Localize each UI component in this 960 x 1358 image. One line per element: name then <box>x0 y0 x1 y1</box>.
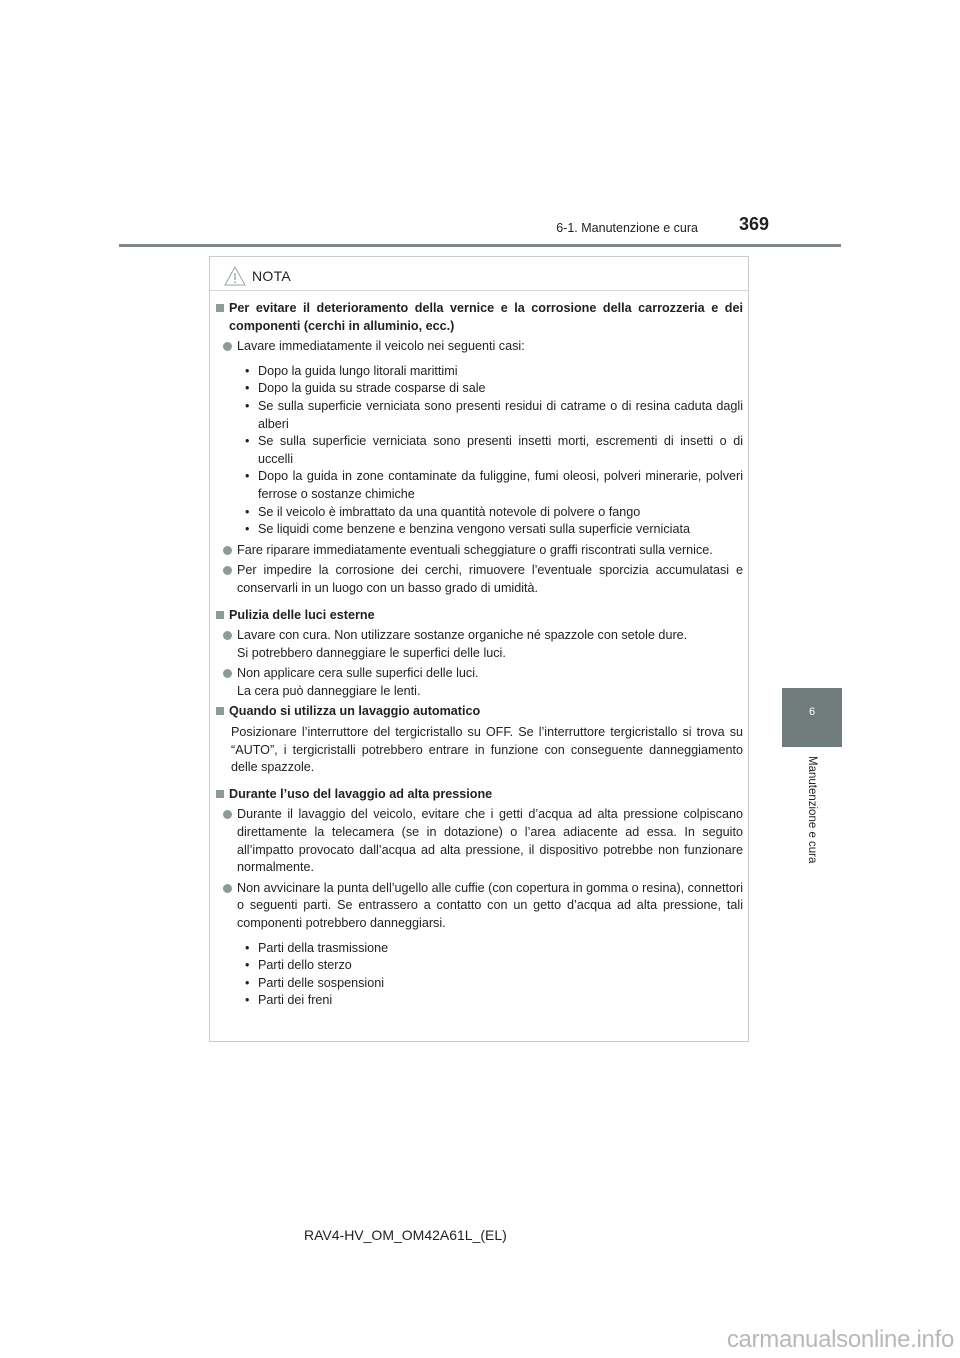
sub-list-item: • Se liquidi come benzene e benzina vengono versati sulla superficie verniciata <box>245 522 690 537</box>
section-header: 6-1. Manutenzione e cura <box>556 221 698 235</box>
sub-list-item: • Parti dei freni <box>245 993 333 1008</box>
note-box <box>209 256 749 1042</box>
sub-list-item: • Se sulla superficie verniciata sono presenti insetti morti, escrementi di insetti o di uccelli <box>245 434 743 466</box>
list-item <box>223 542 743 560</box>
list-item-text: Per impedire la corrosione dei cerchi, rimuovere l’eventuale sporcizia accumulatasi e conservarli in un luogo con un basso grado di umidità. <box>237 563 743 595</box>
chapter-number: 6 <box>808 706 816 718</box>
square-bullet-icon <box>216 707 224 715</box>
document-code: RAV4-HV_OM_OM42A61L_(EL) <box>304 1227 507 1243</box>
circle-bullet-icon <box>223 342 232 351</box>
square-bullet-icon <box>216 304 224 312</box>
list-item-text: Non avvicinare la punta dell’ugello alle cuffie (con copertura in gomma o resina), connettori o seguenti parti. Se entrassero a contatto con un getto d’acqua ad alta pressione, tali componenti potrebbero danneggiarsi. <box>237 880 743 930</box>
list-item-text: Durante il lavaggio del veicolo, evitare che i getti d’acqua ad alta pressione colpiscano direttamente la telecamera (se in dotazione) o l’area adiacente ad essa. In seguito all’impatto provocato dall’acqua ad alta pressione, il dispositivo potrebbe non funzionare normalmente. <box>237 807 743 875</box>
list-item <box>223 880 743 933</box>
section-paragraph: Posizionare l’interruttore del tergicristallo su OFF. Se l’interruttore tergicristallo si trova su “AUTO”, i tergicristalli potrebbero entrare in funzione con conseguente danneggiamento delle spazzole. <box>231 725 743 775</box>
list-item <box>223 562 743 597</box>
sub-list-item: • Dopo la guida su strade cosparse di sale <box>245 381 486 396</box>
list-item <box>223 627 743 662</box>
circle-bullet-icon <box>223 669 232 678</box>
list-item-text: Lavare immediatamente il veicolo nei seguenti casi: <box>237 339 525 354</box>
section-heading <box>216 300 743 335</box>
list-item-text: Lavare con cura. Non utilizzare sostanze organiche né spazzole con setole dure. Si potrebbero danneggiare le superfici delle luci. <box>237 628 688 660</box>
sub-list-item: • Parti dello sterzo <box>245 958 352 973</box>
note-title: NOTA <box>252 268 292 284</box>
list-item <box>223 665 743 700</box>
sub-list-item: • Parti della trasmissione <box>245 940 389 955</box>
sub-list-item: • Se il veicolo è imbrattato da una quantità notevole di polvere o fango <box>245 504 641 519</box>
sub-list <box>245 363 743 539</box>
list-item <box>223 806 743 876</box>
square-bullet-icon <box>216 611 224 619</box>
note-header <box>224 263 291 289</box>
chapter-label: Manutenzione e cura <box>806 756 818 864</box>
circle-bullet-icon <box>223 546 232 555</box>
section-heading-text: Per evitare il deterioramento della vernice e la corrosione della carrozzeria e dei componenti (cerchi in alluminio, ecc.) <box>229 301 743 333</box>
circle-bullet-icon <box>223 884 232 893</box>
list-item <box>223 338 743 356</box>
sub-list-item: • Parti delle sospensioni <box>245 975 385 990</box>
list-item-text: Non applicare cera sulle superfici delle luci. La cera può danneggiare le lenti. <box>237 666 479 698</box>
section-heading-text: Pulizia delle luci esterne <box>229 607 375 622</box>
square-bullet-icon <box>216 790 224 798</box>
section-heading-text: Durante l’uso del lavaggio ad alta pressione <box>229 786 493 801</box>
circle-bullet-icon <box>223 566 232 575</box>
section-heading-text: Quando si utilizza un lavaggio automatico <box>229 704 481 719</box>
list-item-text: Fare riparare immediatamente eventuali scheggiature o graffi riscontrati sulla vernice. <box>237 542 713 557</box>
note-content <box>216 300 743 1013</box>
sub-list-item: • Dopo la guida in zone contaminate da fuliggine, fumi oleosi, polveri minerarie, polveri ferrose o sostanze chimiche <box>245 469 743 501</box>
circle-bullet-icon <box>223 631 232 640</box>
header-rule <box>119 244 841 247</box>
warning-triangle-icon <box>224 266 246 286</box>
sub-list-item: • Se sulla superficie verniciata sono presenti residui di catrame o di resina caduta dagli alberi <box>245 398 743 431</box>
circle-bullet-icon <box>223 810 232 819</box>
watermark: carmanualsonline.info <box>726 1326 954 1353</box>
section-heading <box>216 703 743 721</box>
page-number: 369 <box>739 214 770 234</box>
section-heading <box>216 607 743 625</box>
section-heading <box>216 786 743 804</box>
chapter-tab[interactable] <box>782 688 842 747</box>
sub-list-item: • Dopo la guida lungo litorali marittimi <box>245 363 458 378</box>
note-divider <box>210 290 748 291</box>
sub-list <box>245 940 743 1010</box>
